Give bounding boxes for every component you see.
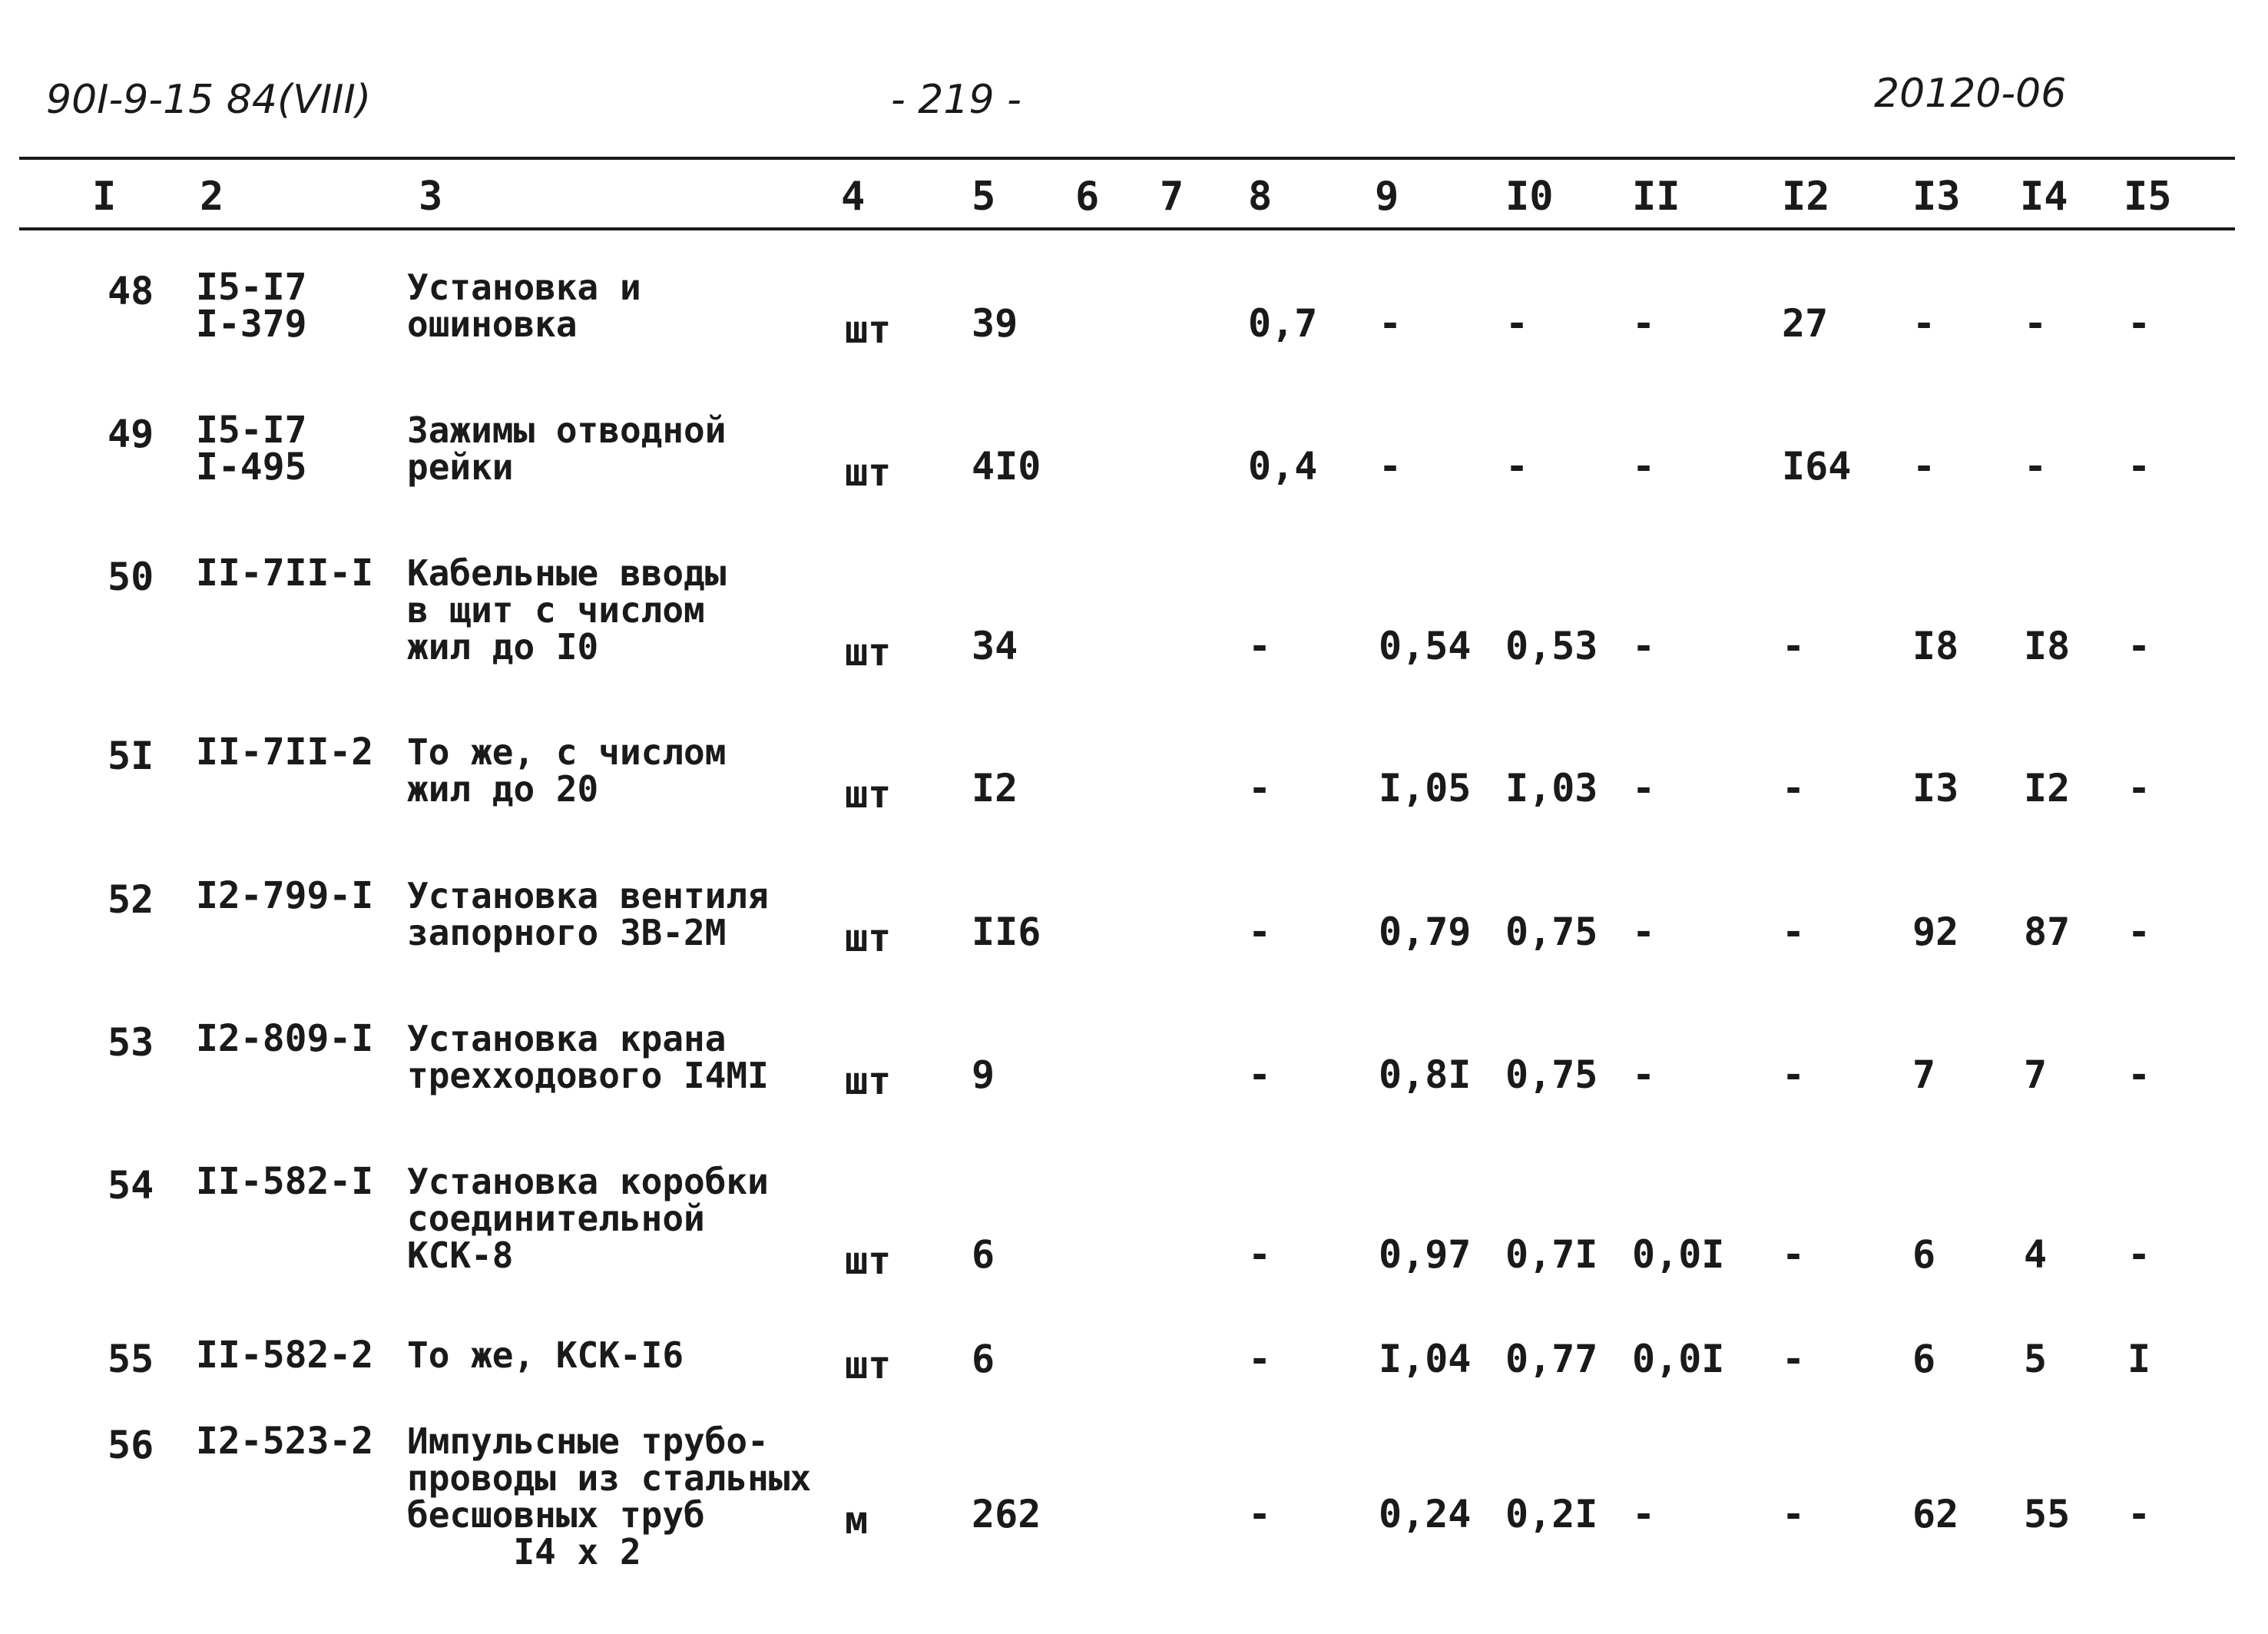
- work-description: Установка вентиля запорного ЗВ-2М: [407, 875, 769, 953]
- work-description: То же, с числом жил до 20: [407, 731, 727, 810]
- col10-value: 0,2I: [1505, 1492, 1598, 1536]
- header-bottom-rule: [19, 227, 2235, 230]
- column-number-3: 3: [419, 174, 443, 220]
- col9-value: I,05: [1379, 766, 1472, 810]
- norm-code: II-582-I: [196, 1160, 374, 1203]
- document-code: 90I-9-15 84(VIII): [46, 77, 372, 123]
- col11-value: -: [1632, 301, 1656, 346]
- col9-value: -: [1379, 444, 1402, 489]
- unit-of-measure: шт: [845, 916, 892, 960]
- col12-value: 27: [1782, 301, 1829, 346]
- col15-value: I: [2127, 1337, 2151, 1381]
- col14-value: -: [2024, 444, 2048, 489]
- work-description: Импульсные трубо- проводы из стальных бесшовных труб I4 x 2: [407, 1420, 812, 1573]
- col12-value: -: [1782, 1337, 1806, 1381]
- col13-value: I8: [1912, 624, 1959, 668]
- row-number: 49: [108, 412, 154, 456]
- work-description: Установка и ошиновка: [407, 267, 641, 345]
- col10-value: -: [1505, 301, 1529, 346]
- norm-code: I5-I7 I-379: [196, 266, 307, 346]
- row-number: 5I: [108, 734, 154, 778]
- col14-value: I2: [2024, 766, 2071, 810]
- row-number: 55: [108, 1337, 154, 1381]
- document-number: 20120-06: [1874, 71, 2067, 117]
- col9-value: I,04: [1379, 1337, 1472, 1381]
- qty-value: 262: [972, 1492, 1041, 1536]
- col8-value: -: [1248, 766, 1272, 810]
- norm-code: II-7II-I: [196, 552, 374, 595]
- col13-value: 7: [1912, 1052, 1936, 1097]
- unit-of-measure: м: [845, 1498, 869, 1543]
- row-number: 48: [108, 269, 154, 313]
- unit-of-measure: шт: [845, 1343, 892, 1387]
- col10-value: 0,77: [1505, 1337, 1598, 1381]
- col9-value: 0,54: [1379, 624, 1472, 668]
- column-number-2: 2: [200, 174, 224, 220]
- norm-code: II-582-2: [196, 1334, 374, 1377]
- col12-value: -: [1782, 1232, 1806, 1277]
- col15-value: -: [2127, 910, 2151, 954]
- col13-value: 6: [1912, 1232, 1936, 1277]
- unit-of-measure: шт: [845, 1059, 892, 1103]
- work-description: Зажимы отводной рейки: [407, 409, 727, 488]
- col10-value: 0,7I: [1505, 1232, 1598, 1277]
- col13-value: -: [1912, 301, 1936, 346]
- norm-code: I5-I7 I-495: [196, 409, 307, 489]
- col13-value: 6: [1912, 1337, 1936, 1381]
- col8-value: -: [1248, 1337, 1272, 1381]
- column-number-14: I4: [2020, 174, 2068, 220]
- col8-value: -: [1248, 624, 1272, 668]
- col13-value: 92: [1912, 910, 1959, 954]
- norm-code: I2-809-I: [196, 1017, 374, 1060]
- col11-value: -: [1632, 910, 1656, 954]
- col14-value: I8: [2024, 624, 2071, 668]
- qty-value: 6: [972, 1337, 995, 1381]
- col15-value: -: [2127, 301, 2151, 346]
- col9-value: -: [1379, 301, 1402, 346]
- col8-value: -: [1248, 1232, 1272, 1277]
- column-number-5: 5: [972, 174, 996, 220]
- col11-value: -: [1632, 1052, 1656, 1097]
- col11-value: -: [1632, 624, 1656, 668]
- qty-value: 6: [972, 1232, 995, 1277]
- qty-value: I2: [972, 766, 1018, 810]
- col15-value: -: [2127, 1052, 2151, 1097]
- col13-value: I3: [1912, 766, 1959, 810]
- unit-of-measure: шт: [845, 772, 892, 817]
- row-number: 50: [108, 555, 154, 599]
- col15-value: -: [2127, 444, 2151, 489]
- col8-value: -: [1248, 1492, 1272, 1536]
- work-description: Установка крана трехходового I4МI: [407, 1018, 769, 1096]
- qty-value: 34: [972, 624, 1018, 668]
- col14-value: 87: [2024, 910, 2071, 954]
- row-number: 52: [108, 877, 154, 922]
- norm-code: I2-523-2: [196, 1420, 374, 1463]
- column-number-10: I0: [1505, 174, 1554, 220]
- col13-value: 62: [1912, 1492, 1959, 1536]
- page-number: - 219 -: [891, 77, 1021, 123]
- col11-value: -: [1632, 444, 1656, 489]
- col10-value: 0,75: [1505, 910, 1598, 954]
- column-number-11: II: [1632, 174, 1680, 220]
- column-number-12: I2: [1782, 174, 1830, 220]
- col9-value: 0,24: [1379, 1492, 1472, 1536]
- col15-value: -: [2127, 1232, 2151, 1277]
- col8-value: 0,7: [1248, 301, 1318, 346]
- col14-value: 5: [2024, 1337, 2048, 1381]
- qty-value: 9: [972, 1052, 995, 1097]
- column-number-4: 4: [841, 174, 866, 220]
- column-number-9: 9: [1375, 174, 1399, 220]
- col11-value: 0,0I: [1632, 1337, 1725, 1381]
- column-number-6: 6: [1075, 174, 1100, 220]
- col10-value: 0,53: [1505, 624, 1598, 668]
- col15-value: -: [2127, 766, 2151, 810]
- col8-value: 0,4: [1248, 444, 1318, 489]
- work-description: Установка коробки соединительной КСК-8: [407, 1161, 769, 1276]
- col9-value: 0,79: [1379, 910, 1472, 954]
- col14-value: 55: [2024, 1492, 2071, 1536]
- qty-value: 39: [972, 301, 1018, 346]
- col9-value: 0,97: [1379, 1232, 1472, 1277]
- unit-of-measure: шт: [845, 1238, 892, 1283]
- qty-value: II6: [972, 910, 1041, 954]
- col12-value: -: [1782, 910, 1806, 954]
- unit-of-measure: шт: [845, 307, 892, 352]
- norm-code: I2-799-I: [196, 874, 374, 917]
- column-number-13: I3: [1912, 174, 1961, 220]
- col8-value: -: [1248, 1052, 1272, 1097]
- col14-value: 7: [2024, 1052, 2048, 1097]
- column-number-7: 7: [1160, 174, 1184, 220]
- header-top-rule: [19, 157, 2235, 160]
- col13-value: -: [1912, 444, 1936, 489]
- col10-value: -: [1505, 444, 1529, 489]
- col10-value: 0,75: [1505, 1052, 1598, 1097]
- unit-of-measure: шт: [845, 630, 892, 674]
- column-number-15: I5: [2124, 174, 2172, 220]
- qty-value: 4I0: [972, 444, 1041, 489]
- col14-value: 4: [2024, 1232, 2048, 1277]
- col12-value: -: [1782, 1052, 1806, 1097]
- col14-value: -: [2024, 301, 2048, 346]
- col10-value: I,03: [1505, 766, 1598, 810]
- col8-value: -: [1248, 910, 1272, 954]
- col15-value: -: [2127, 1492, 2151, 1536]
- norm-code: II-7II-2: [196, 731, 374, 774]
- column-number-8: 8: [1248, 174, 1273, 220]
- unit-of-measure: шт: [845, 450, 892, 495]
- col11-value: 0,0I: [1632, 1232, 1725, 1277]
- col15-value: -: [2127, 624, 2151, 668]
- col12-value: I64: [1782, 444, 1852, 489]
- col11-value: -: [1632, 766, 1656, 810]
- col11-value: -: [1632, 1492, 1656, 1536]
- col12-value: -: [1782, 766, 1806, 810]
- col12-value: -: [1782, 624, 1806, 668]
- col12-value: -: [1782, 1492, 1806, 1536]
- column-number-1: I: [92, 174, 117, 220]
- work-description: Кабельные вводы в щит с числом жил до I0: [407, 552, 727, 668]
- work-description: То же, КСК-I6: [407, 1334, 684, 1376]
- row-number: 54: [108, 1163, 154, 1208]
- col9-value: 0,8I: [1379, 1052, 1472, 1097]
- row-number: 53: [108, 1020, 154, 1065]
- row-number: 56: [108, 1423, 154, 1467]
